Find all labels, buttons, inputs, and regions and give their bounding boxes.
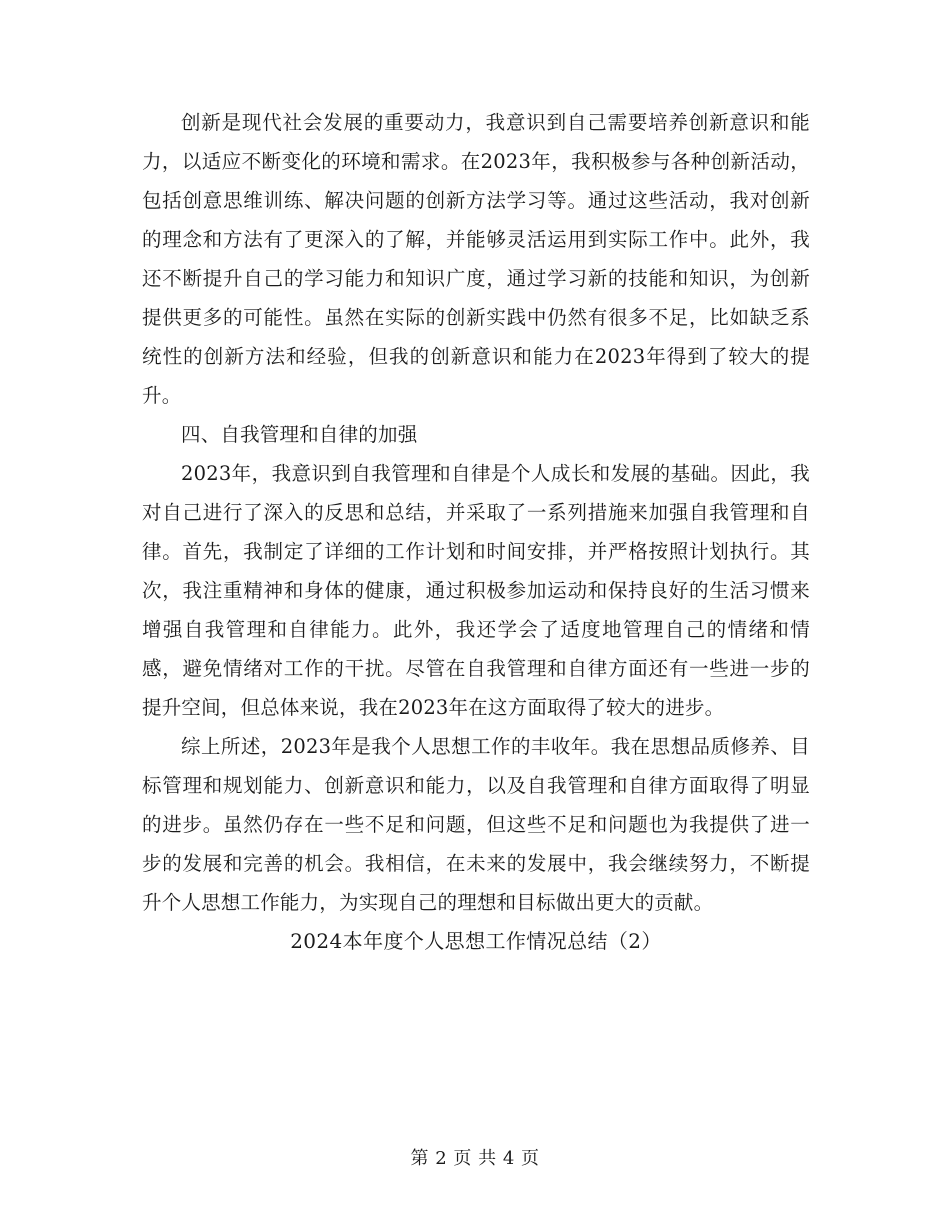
document-body — [142, 103, 810, 961]
next-document-title: 2024本年度个人思想工作情况总结（2） — [290, 929, 662, 953]
page-footer: 第 2 页 共 4 页 — [410, 1148, 540, 1169]
paragraph-innovation: 创新是现代社会发展的重要动力，我意识到自己需要培养创新意识和能力，以适应不断变化的环境和需求。在2023年，我积极参与各种创新活动，包括创意思维训练、解决问题的创新方法学习等。通过这些活动，我对创新的理念和方法有了更深入的了解，并能够灵活运用到实际工作中。此外，我还不断提升自己的学习能力和知识广度，通过学习新的技能和知识，为创新提供更多的可能性。虽然在实际的创新实践中仍然有很多不足，比如缺乏系统性的创新方法和经验，但我的创新意识和能力在2023年得到了较大的提升。 — [142, 111, 810, 407]
section-heading-self-management: 四、自我管理和自律的加强 — [181, 423, 418, 446]
paragraph-summary: 综上所述，2023年是我个人思想工作的丰收年。我在思想品质修养、目标管理和规划能力、创新意识和能力，以及自我管理和自律方面取得了明显的进步。虽然仍存在一些不足和问题，但这些不足和问题也为我提供了进一步的发展和完善的机会。我相信，在未来的发展中，我会继续努力，不断提升个人思想工作能力，为实现自己的理想和目标做出更大的贡献。 — [142, 735, 810, 914]
paragraph-self-management: 2023年，我意识到自我管理和自律是个人成长和发展的基础。因此，我对自己进行了深入的反思和总结，并采取了一系列措施来加强自我管理和自律。首先，我制定了详细的工作计划和时间安排，并严格按照计划执行。其次，我注重精神和身体的健康，通过积极参加运动和保持良好的生活习惯来增强自我管理和自律能力。此外，我还学会了适度地管理自己的情绪和情感，避免情绪对工作的干扰。尽管在自我管理和自律方面还有一些进一步的提升空间，但总体来说，我在2023年在这方面取得了较大的进步。 — [142, 462, 810, 719]
